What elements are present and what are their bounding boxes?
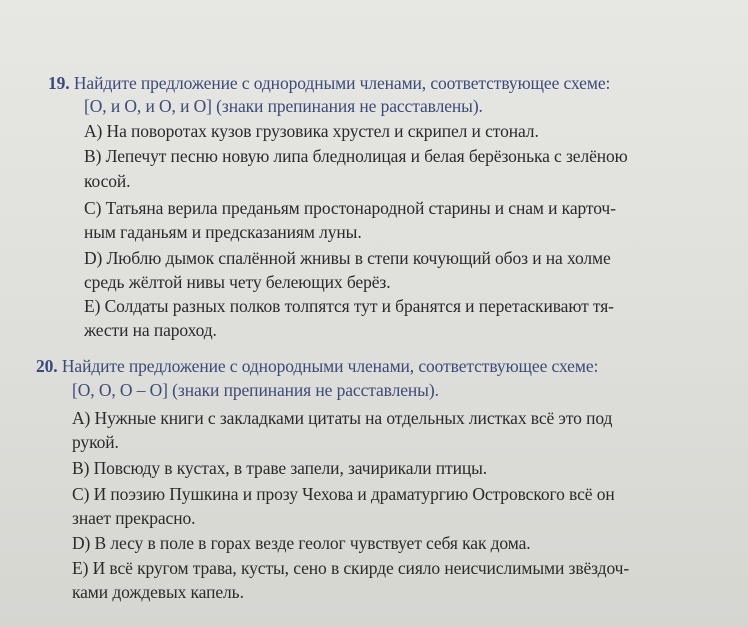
option-c-continuation: знает прекрасно. bbox=[72, 508, 196, 528]
question-20-header bbox=[36, 356, 598, 377]
option-e: Е) Солдаты разных полков толпятся тут и бранятся и перетаскивают тя- bbox=[84, 296, 614, 316]
option-b: В) Лепечут песню новую липа бледнолицая и белая берёзонька с зелёною bbox=[84, 146, 628, 166]
option-e: Е) И всё кругом трава, кусты, сено в скирде сияло неисчислимыми звёздоч- bbox=[72, 558, 630, 578]
option-a: А) На поворотах кузов грузовика хрустел и скрипел и стонал. bbox=[84, 121, 539, 141]
option-c: С) Татьяна верила преданьям простонародной старины и снам и карточ- bbox=[84, 198, 616, 218]
question-schema: [О, О, О – О] (знаки препинания не расставлены). bbox=[72, 380, 439, 400]
option-e-continuation: жести на пароход. bbox=[84, 320, 217, 340]
option-a: А) Нужные книги с закладками цитаты на отдельных листках всё это под bbox=[72, 408, 613, 428]
question-schema: [О, и О, и О, и О] (знаки препинания не расставлены). bbox=[84, 96, 483, 116]
option-c-continuation: ным гаданьям и предсказаниям луны. bbox=[84, 222, 362, 242]
option-d: D) Люблю дымок спалённой жнивы в степи кочующий обоз и на холме bbox=[84, 248, 611, 268]
option-b-continuation: косой. bbox=[84, 171, 131, 191]
question-number: 20. bbox=[36, 356, 58, 376]
option-d-continuation: средь жёлтой нивы чету белеющих берёз. bbox=[84, 272, 391, 292]
option-e-continuation: ками дождевых капель. bbox=[72, 582, 244, 602]
option-b: В) Повсюду в кустах, в траве запели, зачирикали птицы. bbox=[72, 458, 488, 478]
question-prompt: Найдите предложение с однородными членами, соответствующее схеме: bbox=[61, 356, 599, 376]
question-19-header bbox=[48, 73, 610, 94]
question-number: 19. bbox=[48, 73, 70, 93]
option-c: С) И поэзию Пушкина и прозу Чехова и драматургию Островского всё он bbox=[72, 484, 615, 504]
option-a-continuation: рукой. bbox=[72, 432, 119, 452]
option-d: D) В лесу в поле в горах везде геолог чувствует себя как дома. bbox=[72, 533, 531, 553]
question-prompt: Найдите предложение с однородными членами, соответствующее схеме: bbox=[73, 73, 611, 93]
